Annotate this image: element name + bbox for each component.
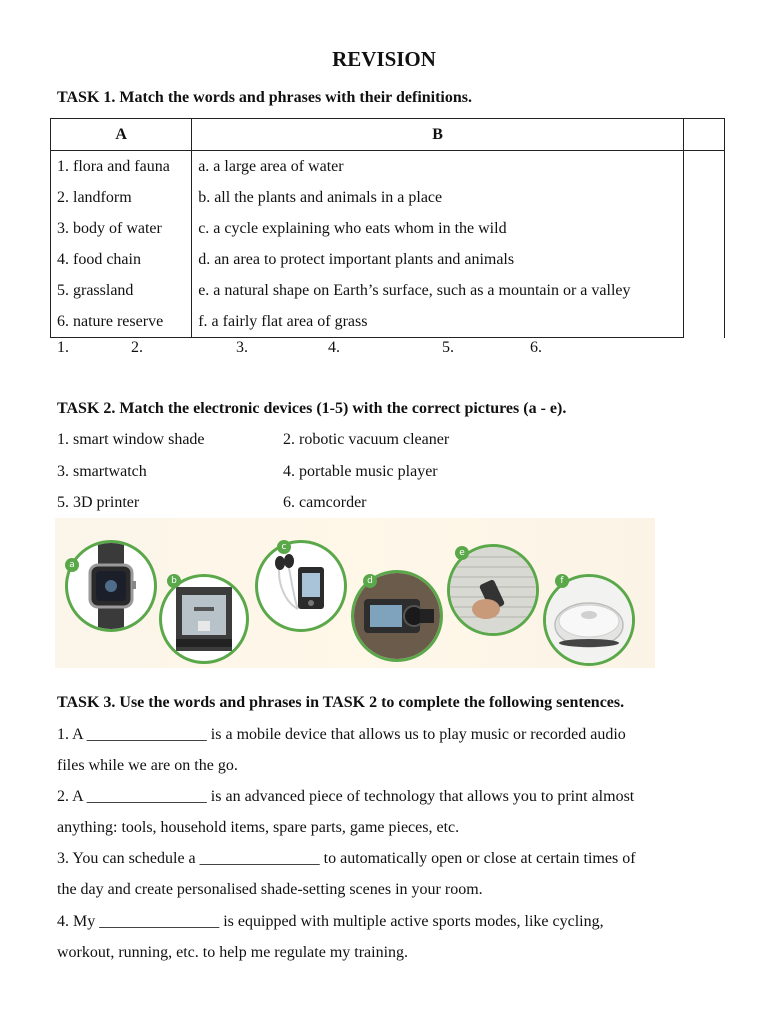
music-player-image bbox=[255, 540, 347, 632]
term-cell: 3. body of water bbox=[51, 213, 192, 244]
device-item: 4. portable music player bbox=[283, 463, 438, 480]
table-row bbox=[51, 151, 725, 183]
picture-label-f: f bbox=[555, 574, 569, 588]
device-item: 2. robotic vacuum cleaner bbox=[283, 431, 450, 448]
table-row bbox=[51, 213, 725, 244]
table-header-row bbox=[51, 119, 725, 151]
column-header-blank bbox=[683, 119, 724, 151]
term-cell: 5. grassland bbox=[51, 275, 192, 306]
sentence-line: 3. You can schedule a _______________ to automatically open or close at certain times of bbox=[57, 850, 636, 867]
sentence-line: files while we are on the go. bbox=[57, 757, 238, 774]
device-item: 1. smart window shade bbox=[57, 431, 205, 448]
picture-label-a: a bbox=[65, 558, 79, 572]
definition-cell: e. a natural shape on Earth’s surface, such as a mountain or a valley bbox=[192, 275, 684, 306]
definition-cell: b. all the plants and animals in a place bbox=[192, 182, 684, 213]
sentence-line: anything: tools, household items, spare parts, game pieces, etc. bbox=[57, 819, 460, 836]
table-row bbox=[51, 244, 725, 275]
table-row bbox=[51, 182, 725, 213]
task1-heading: TASK 1. Match the words and phrases with their definitions. bbox=[57, 89, 472, 106]
task3-heading: TASK 3. Use the words and phrases in TASK 2 to complete the following sentences. bbox=[57, 694, 625, 711]
answer-slot-6[interactable]: 6. bbox=[530, 339, 542, 356]
sentence-line: 1. A _______________ is a mobile device that allows us to play music or recorded audio bbox=[57, 726, 626, 743]
answer-slot-1[interactable]: 1. bbox=[57, 339, 69, 356]
table-row bbox=[51, 306, 725, 338]
definition-cell: a. a large area of water bbox=[192, 151, 684, 183]
sentence-line: the day and create personalised shade-setting scenes in your room. bbox=[57, 881, 483, 898]
answer-slot-3[interactable]: 3. bbox=[236, 339, 248, 356]
term-cell: 6. nature reserve bbox=[51, 306, 192, 338]
picture-label-e: e bbox=[455, 546, 469, 560]
term-cell: 1. flora and fauna bbox=[51, 151, 192, 183]
term-cell: 4. food chain bbox=[51, 244, 192, 275]
term-cell: 2. landform bbox=[51, 182, 192, 213]
smartwatch-image bbox=[65, 540, 157, 632]
definition-cell: c. a cycle explaining who eats whom in the wild bbox=[192, 213, 684, 244]
page-title: REVISION bbox=[332, 47, 436, 71]
column-header-b: B bbox=[192, 119, 684, 151]
sentence-line: 4. My _______________ is equipped with multiple active sports modes, like cycling, bbox=[57, 913, 604, 930]
definition-cell: d. an area to protect important plants and animals bbox=[192, 244, 684, 275]
blank-cell bbox=[683, 151, 724, 338]
robot-vacuum-image bbox=[543, 574, 635, 666]
answer-slot-5[interactable]: 5. bbox=[442, 339, 454, 356]
answer-slot-4[interactable]: 4. bbox=[328, 339, 340, 356]
column-header-a: A bbox=[51, 119, 192, 151]
answer-line bbox=[0, 339, 768, 359]
picture-label-d: d bbox=[363, 574, 377, 588]
device-item: 6. camcorder bbox=[283, 494, 367, 511]
sentence-line: workout, running, etc. to help me regulate my training. bbox=[57, 944, 409, 961]
picture-label-b: b bbox=[167, 574, 181, 588]
device-pictures bbox=[55, 518, 655, 668]
sentence-line: 2. A _______________ is an advanced piece of technology that allows you to print almost bbox=[57, 788, 635, 805]
definition-cell: f. a fairly flat area of grass bbox=[192, 306, 684, 338]
matching-table bbox=[50, 118, 725, 338]
answer-slot-2[interactable]: 2. bbox=[131, 339, 143, 356]
picture-label-c: c bbox=[277, 540, 291, 554]
device-item: 5. 3D printer bbox=[57, 494, 140, 511]
device-item: 3. smartwatch bbox=[57, 463, 147, 480]
task2-heading: TASK 2. Match the electronic devices (1-5) with the correct pictures (a - e). bbox=[57, 400, 567, 417]
table-row bbox=[51, 275, 725, 306]
